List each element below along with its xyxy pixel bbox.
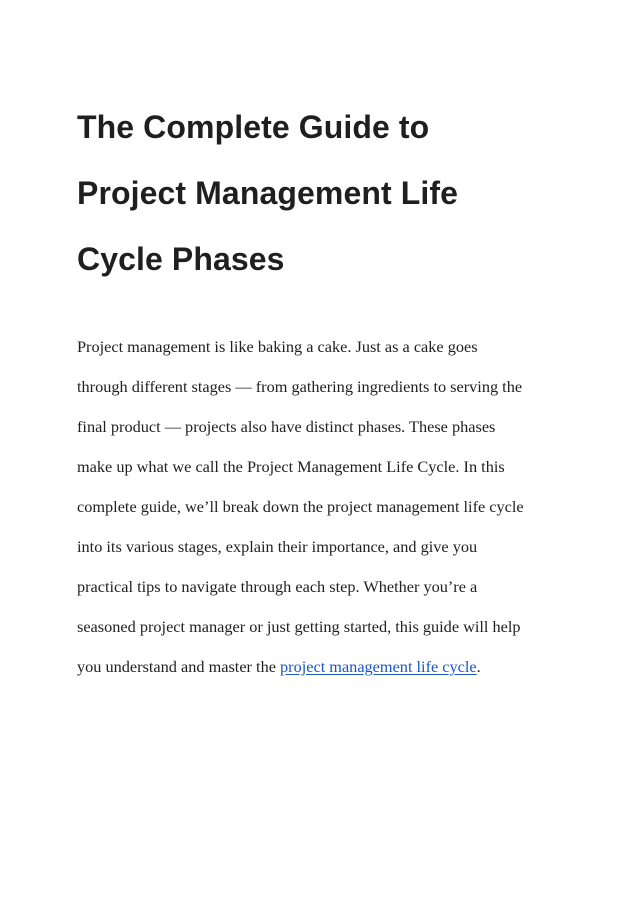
paragraph-line: through different stages — from gathering ingredients to serving the bbox=[77, 377, 523, 396]
paragraph-last-line bbox=[77, 647, 577, 687]
paragraph-line: practical tips to navigate through each step. Whether you’re a bbox=[77, 577, 478, 596]
title-line: Cycle Phases bbox=[77, 241, 285, 277]
title-line: The Complete Guide to bbox=[77, 109, 430, 145]
paragraph-line: complete guide, we’ll break down the project management life cycle bbox=[77, 497, 524, 516]
title-line: Project Management Life bbox=[77, 175, 459, 211]
paragraph-line: into its various stages, explain their importance, and give you bbox=[77, 537, 478, 556]
paragraph-line: Project management is like baking a cake. Just as a cake goes bbox=[77, 337, 478, 356]
paragraph-line: seasoned project manager or just getting started, this guide will help bbox=[77, 617, 521, 636]
page-title bbox=[77, 94, 557, 292]
paragraph-line: make up what we call the Project Management Life Cycle. In this bbox=[77, 457, 505, 476]
life-cycle-link[interactable]: project management life cycle bbox=[280, 657, 477, 676]
last-line-suffix: . bbox=[476, 657, 481, 676]
paragraph-line: final product — projects also have distinct phases. These phases bbox=[77, 417, 496, 436]
intro-paragraph bbox=[77, 327, 577, 687]
last-line-prefix: you understand and master the bbox=[77, 657, 281, 676]
